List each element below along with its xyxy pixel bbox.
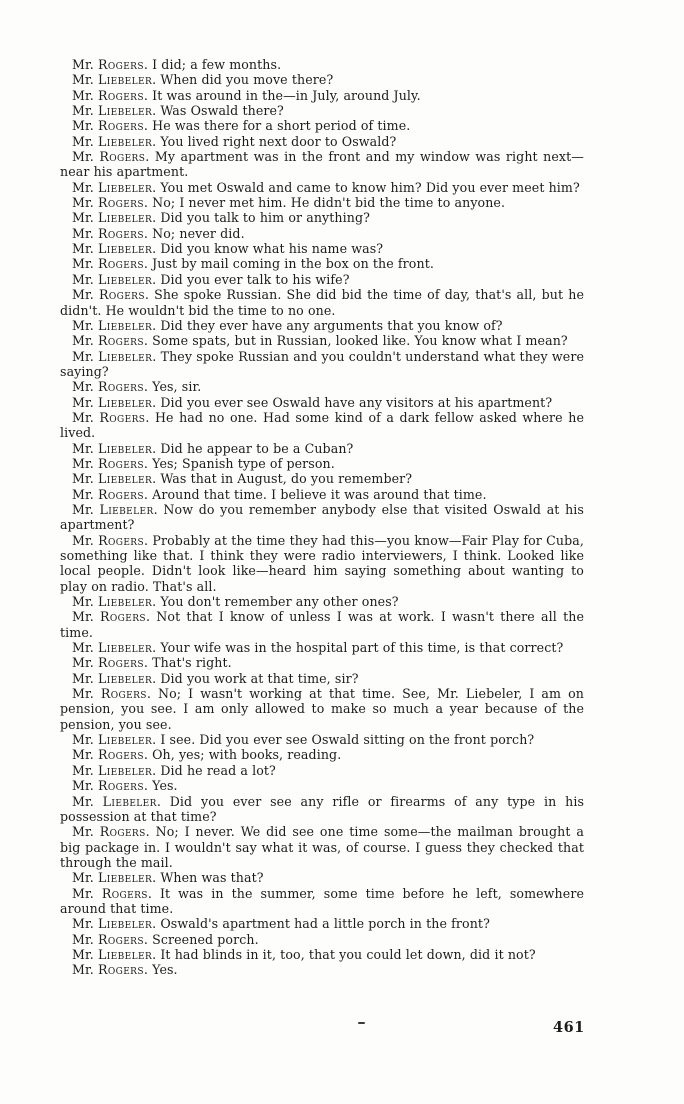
speaker-prefix: Mr. <box>72 317 98 333</box>
speaker-label <box>72 210 152 225</box>
speaker-prefix: Mr. <box>72 72 98 88</box>
speaker-name: Liebeler <box>97 241 153 257</box>
speaker-prefix: Mr. <box>72 686 101 702</box>
transcript-entry: Mr. Liebeler. It had blinds in it, too, that you could let down, did it not? <box>72 946 536 962</box>
speaker-name: Liebeler <box>97 271 153 287</box>
speaker-prefix: Mr. <box>72 241 98 257</box>
speaker-name: Rogers <box>98 532 145 548</box>
transcript-entry: Mr. Liebeler. Was that in August, do you remember? <box>72 471 413 487</box>
speaker-label <box>72 57 144 72</box>
speaker-label <box>72 870 152 885</box>
print-artifact-dash <box>358 1022 365 1024</box>
speech-text: Now do you remember anybody else that visited Oswald at his apartment? <box>60 501 584 533</box>
speaker-name: Liebeler <box>97 440 153 456</box>
speaker-label <box>72 763 152 778</box>
transcript-entry: Mr. Rogers. He was there for a short period of time. <box>72 118 411 134</box>
speaker-name: Rogers <box>97 962 144 978</box>
speaker-prefix: Mr. <box>72 885 102 901</box>
speaker-prefix: Mr. <box>72 670 98 686</box>
speaker-name: Liebeler <box>98 348 153 364</box>
speech-text: My apartment was in the front and my window was right next—near his apartment. <box>60 149 584 180</box>
speaker-name: Rogers <box>97 931 144 947</box>
speaker-prefix: Mr. <box>72 609 101 625</box>
transcript-entry: Mr. Rogers. I did; a few months. <box>72 57 282 72</box>
speaker-name: Liebeler <box>99 501 154 517</box>
speaker-name: Liebeler <box>97 870 153 886</box>
transcript-entry: Mr. Rogers. It was in the summer, some time before he left, somewhere around that time. <box>60 885 584 916</box>
speaker-prefix: Mr. <box>72 133 98 149</box>
speaker-prefix: Mr. <box>72 870 98 886</box>
speaker-label <box>72 410 145 425</box>
speech-text: Some spats, but in Russian, looked like. You know what I mean? <box>152 333 568 349</box>
speech-text: Did you ever see any rifle or firearms of any type in his possession at that time? <box>60 793 585 824</box>
speaker-name: Rogers <box>97 486 144 502</box>
speaker-label <box>72 226 144 241</box>
speaker-label <box>72 655 144 670</box>
transcript-entry: Mr. Liebeler. Did you talk to him or anything? <box>72 210 370 226</box>
speech-text: Not that I know of unless I was at work. I wasn't there all the time. <box>60 609 585 640</box>
speaker-label <box>72 318 152 333</box>
speaker-label <box>72 747 144 762</box>
page-number: 461 <box>553 1019 585 1036</box>
speech-text: You met Oswald and came to know him? Did you ever meet him? <box>160 179 580 195</box>
speaker-prefix: Mr. <box>72 287 99 303</box>
speaker-name: Rogers <box>97 256 144 272</box>
speaker-name: Liebeler <box>97 133 153 149</box>
speaker-label <box>72 149 145 164</box>
speech-text: I did; a few months. <box>152 57 282 72</box>
speaker-prefix: Mr. <box>72 394 98 410</box>
speaker-prefix: Mr. <box>72 149 100 165</box>
transcript-entry: Mr. Rogers. Yes, sir. <box>72 379 202 395</box>
speech-text: Yes. <box>152 962 178 978</box>
speaker-prefix: Mr. <box>72 195 98 211</box>
speaker-prefix: Mr. <box>72 271 98 287</box>
transcript-entry: Mr. Rogers. Probably at the time they had this—you know—Fair Play for Cuba, something like that. I think they were radio interviewers, I think. Looked like local people. Didn't look like—heard him saying something about wanting to play on radio. That's all. <box>60 532 584 594</box>
speaker-prefix: Mr. <box>72 455 98 471</box>
speaker-prefix: Mr. <box>72 379 98 395</box>
speaker-prefix: Mr. <box>72 440 98 456</box>
speaker-prefix: Mr. <box>72 57 98 72</box>
speaker-name: Liebeler <box>97 317 153 333</box>
speech-text: Did they ever have any arguments that you know of? <box>160 317 503 333</box>
speaker-name: Liebeler <box>97 670 153 686</box>
speaker-name: Liebeler <box>97 946 153 962</box>
speaker-name: Rogers <box>97 118 144 134</box>
speaker-name: Rogers <box>99 824 146 840</box>
transcript-entry: Mr. Liebeler. Did you ever talk to his wife? <box>72 271 350 287</box>
transcript-entry: Mr. Rogers. Oh, yes; with books, reading. <box>72 747 342 763</box>
speaker-label <box>72 333 144 348</box>
speaker-label <box>72 502 154 517</box>
speech-text: Yes, sir. <box>152 379 202 395</box>
transcript-entry: Mr. Rogers. Yes. <box>72 962 178 978</box>
transcript-entry: Mr. Rogers. Screened porch. <box>72 931 259 947</box>
speaker-prefix: Mr. <box>72 778 98 794</box>
speech-text: Did he read a lot? <box>160 762 276 778</box>
speaker-label <box>72 134 152 149</box>
transcript-entry: Mr. Rogers. It was around in the—in July, around July. <box>72 87 421 103</box>
speaker-name: Liebeler <box>97 732 153 748</box>
speaker-prefix: Mr. <box>72 916 98 932</box>
transcript-entry: Mr. Liebeler. Did they ever have any arguments that you know of? <box>72 317 503 333</box>
speech-text: Yes. <box>152 778 178 794</box>
transcript-entry: Mr. Rogers. No; I wasn't working at that time. See, Mr. Liebeler, I am on pension, you see. I am only allowed to make so much a year because of the pension, you see. <box>60 686 584 732</box>
speech-text: You don't remember any other ones? <box>160 594 399 610</box>
speaker-prefix: Mr. <box>72 594 98 610</box>
transcript-entry: Mr. Rogers. My apartment was in the front and my window was right next—near his apartment. <box>60 149 584 180</box>
transcript-entry: Mr. Liebeler. Did you work at that time, sir? <box>72 670 359 686</box>
speech-text: No; I never. We did see one time some—the mailman brought a big package in. I wouldn't say what it was, of course. I guess they checked that through the mail. <box>60 824 584 870</box>
speaker-label <box>72 256 144 271</box>
transcript-entry: Mr. Rogers. No; I never met him. He didn't bid the time to anyone. <box>72 195 506 211</box>
transcript-entry: Mr. Liebeler. Did he read a lot? <box>72 762 276 778</box>
speaker-prefix: Mr. <box>72 501 100 517</box>
speaker-label <box>72 962 144 977</box>
speaker-name: Rogers <box>97 747 144 763</box>
speaker-label <box>72 824 146 839</box>
transcript-entry: Mr. Liebeler. Was Oswald there? <box>72 103 284 119</box>
speaker-prefix: Mr. <box>72 210 98 226</box>
speaker-label <box>72 456 144 471</box>
transcript-entry: Mr. Liebeler. Oswald's apartment had a little porch in the front? <box>72 916 490 932</box>
speaker-name: Liebeler <box>97 916 153 932</box>
speech-text: No; I never met him. He didn't bid the time to anyone. <box>152 195 506 211</box>
transcript-entry: Mr. Liebeler. When did you move there? <box>72 72 334 88</box>
speech-text: They spoke Russian and you couldn't understand what they were saying? <box>60 348 585 379</box>
speaker-prefix: Mr. <box>72 747 98 763</box>
speaker-prefix: Mr. <box>72 179 98 195</box>
speech-text: No; I wasn't working at that time. See, Mr. Liebeler, I am on pension, you see. I am only allowed to make so much a year because of the pension, you see. <box>60 686 584 732</box>
speaker-name: Liebeler <box>97 72 153 88</box>
speech-text: Just by mail coming in the box on the front. <box>152 256 434 272</box>
speech-text: You lived right next door to Oswald? <box>160 133 397 149</box>
speaker-label <box>72 686 147 701</box>
speech-text: I see. Did you ever see Oswald sitting on the front porch? <box>160 732 535 748</box>
speaker-label <box>72 118 144 133</box>
speaker-prefix: Mr. <box>72 946 98 962</box>
speaker-label <box>72 72 152 87</box>
speaker-name: Liebeler <box>97 640 153 656</box>
speech-text: Did you ever talk to his wife? <box>160 271 350 287</box>
speaker-name: Rogers <box>97 195 144 211</box>
transcript-entry: Mr. Liebeler. I see. Did you ever see Oswald sitting on the front porch? <box>72 732 535 748</box>
speaker-name: Rogers <box>101 885 148 901</box>
speaker-label <box>72 594 152 609</box>
transcript-entry: Mr. Liebeler. Your wife was in the hospital part of this time, is that correct? <box>72 640 564 656</box>
speaker-name: Rogers <box>97 655 144 671</box>
speaker-label <box>72 272 152 287</box>
speaker-prefix: Mr. <box>72 118 98 134</box>
speech-text: Oh, yes; with books, reading. <box>152 747 342 763</box>
speaker-label <box>72 88 144 103</box>
speaker-prefix: Mr. <box>72 532 99 548</box>
speech-text: Did you ever see Oswald have any visitors at his apartment? <box>160 394 553 410</box>
speaker-label <box>72 533 144 548</box>
speaker-label <box>72 287 145 302</box>
speaker-label <box>72 932 144 947</box>
speaker-name: Liebeler <box>97 394 153 410</box>
speech-text: Around that time. I believe it was around that time. <box>152 486 487 502</box>
speaker-name: Liebeler <box>102 793 157 809</box>
speaker-prefix: Mr. <box>72 225 98 241</box>
speaker-label <box>72 640 152 655</box>
speaker-name: Rogers <box>97 379 144 395</box>
speaker-name: Rogers <box>99 409 146 425</box>
speaker-name: Liebeler <box>97 103 153 119</box>
speaker-prefix: Mr. <box>72 962 98 978</box>
speech-text: It was around in the—in July, around July. <box>152 87 421 103</box>
speaker-label <box>72 180 152 195</box>
transcript-entry: Mr. Liebeler. Did you ever see Oswald have any visitors at his apartment? <box>72 394 553 410</box>
transcript-entry: Mr. Liebeler. Did you know what his name was? <box>72 241 384 257</box>
speaker-label <box>72 195 144 210</box>
speaker-name: Liebeler <box>97 210 153 226</box>
transcript-entry: Mr. Rogers. Just by mail coming in the box on the front. <box>72 256 434 272</box>
speaker-prefix: Mr. <box>72 655 98 671</box>
transcript-entry: Mr. Rogers. She spoke Russian. She did bid the time of day, that's all, but he didn't. He wouldn't bid the time to no one. <box>60 287 585 318</box>
speaker-name: Rogers <box>97 87 144 103</box>
speaker-prefix: Mr. <box>72 931 98 947</box>
transcript-entry: Mr. Liebeler. You met Oswald and came to know him? Did you ever meet him? <box>72 179 580 195</box>
speech-text: It was in the summer, some time before he left, somewhere around that time. <box>60 885 584 916</box>
speech-text: Did he appear to be a Cuban? <box>160 440 354 456</box>
speech-text: No; never did. <box>152 225 245 241</box>
speaker-label <box>72 349 152 364</box>
speech-text: Did you work at that time, sir? <box>160 670 359 686</box>
speaker-label <box>72 441 152 456</box>
speech-text: Yes; Spanish type of person. <box>152 455 335 471</box>
speaker-prefix: Mr. <box>72 793 103 809</box>
speaker-name: Rogers <box>97 333 144 349</box>
speaker-label <box>72 471 152 486</box>
speaker-name: Rogers <box>97 57 144 72</box>
speaker-name: Liebeler <box>97 594 153 610</box>
speaker-name: Liebeler <box>97 762 153 778</box>
transcript <box>60 57 584 978</box>
speaker-label <box>72 671 152 686</box>
transcript-entry: Mr. Liebeler. Now do you remember anybody else that visited Oswald at his apartment? <box>60 501 584 533</box>
transcript-entry: Mr. Rogers. Not that I know of unless I was at work. I wasn't there all the time. <box>60 609 585 640</box>
transcript-entry: Mr. Liebeler. Did you ever see any rifle or firearms of any type in his possession at that time? <box>60 793 585 824</box>
transcript-entry: Mr. Rogers. No; I never. We did see one time some—the mailman brought a big package in. I wouldn't say what it was, of course. I guess they checked that through the mail. <box>60 824 584 870</box>
speech-text: It had blinds in it, too, that you could let down, did it not? <box>160 946 536 962</box>
speaker-label <box>72 379 144 394</box>
transcript-entry: Mr. Rogers. No; never did. <box>72 225 245 241</box>
speech-text: She spoke Russian. She did bid the time of day, that's all, but he didn't. He wouldn't bid the time to no one. <box>60 287 585 318</box>
speaker-prefix: Mr. <box>72 486 98 502</box>
speech-text: Screened porch. <box>152 931 259 947</box>
transcript-entry: Mr. Liebeler. They spoke Russian and you couldn't understand what they were saying? <box>60 348 585 379</box>
transcript-entry: Mr. Liebeler. You lived right next door to Oswald? <box>72 133 397 149</box>
speaker-prefix: Mr. <box>72 762 98 778</box>
speaker-prefix: Mr. <box>72 103 98 119</box>
speaker-label <box>72 947 152 962</box>
speaker-label <box>72 778 144 793</box>
speaker-label <box>72 916 152 931</box>
transcript-entry: Mr. Liebeler. You don't remember any other ones? <box>72 594 399 610</box>
speaker-prefix: Mr. <box>72 732 98 748</box>
speech-text: Was that in August, do you remember? <box>160 471 413 487</box>
speaker-name: Rogers <box>97 778 144 794</box>
transcript-entry: Mr. Rogers. Around that time. I believe it was around that time. <box>72 486 487 502</box>
transcript-entry: Mr. Rogers. Yes. <box>72 778 178 794</box>
speaker-prefix: Mr. <box>72 333 98 349</box>
speaker-name: Rogers <box>97 225 144 241</box>
speech-text: Your wife was in the hospital part of this time, is that correct? <box>160 640 564 656</box>
speaker-label <box>72 886 148 901</box>
speech-text: That's right. <box>152 655 232 671</box>
speaker-name: Rogers <box>100 686 147 702</box>
speaker-name: Liebeler <box>97 179 153 195</box>
speaker-name: Liebeler <box>97 471 153 487</box>
speaker-prefix: Mr. <box>72 471 98 487</box>
speaker-prefix: Mr. <box>72 640 98 656</box>
speaker-name: Rogers <box>99 149 146 165</box>
speaker-label <box>72 794 157 809</box>
transcript-entry: Mr. Liebeler. When was that? <box>72 870 264 886</box>
transcript-entry: Mr. Rogers. Some spats, but in Russian, looked like. You know what I mean? <box>72 333 568 349</box>
speech-text: Oswald's apartment had a little porch in the front? <box>160 916 490 932</box>
speaker-prefix: Mr. <box>72 256 98 272</box>
speaker-label <box>72 241 152 256</box>
speech-text: Did you know what his name was? <box>160 241 384 257</box>
speech-text: When did you move there? <box>160 72 334 88</box>
transcript-entry: Mr. Liebeler. Did he appear to be a Cuban? <box>72 440 354 456</box>
transcript-entry: Mr. Rogers. Yes; Spanish type of person. <box>72 455 335 471</box>
speaker-prefix: Mr. <box>72 409 100 425</box>
speaker-prefix: Mr. <box>72 87 98 103</box>
speaker-prefix: Mr. <box>72 824 100 840</box>
speaker-name: Rogers <box>98 287 145 303</box>
speaker-prefix: Mr. <box>72 348 99 364</box>
speech-text: He had no one. Had some kind of a dark fellow asked where he lived. <box>60 409 585 441</box>
transcript-entry: Mr. Rogers. That's right. <box>72 655 232 671</box>
speech-text: Did you talk to him or anything? <box>160 210 370 226</box>
speech-text: Probably at the time they had this—you know—Fair Play for Cuba, something like that. I think they were radio interviewers, I think. Looked like local people. Didn't look like—heard him saying something about wanting to play on radio. That's all. <box>60 532 584 594</box>
speech-text: Was Oswald there? <box>160 103 284 119</box>
speaker-name: Rogers <box>100 609 146 625</box>
speaker-label <box>72 103 152 118</box>
speaker-label <box>72 487 144 502</box>
speaker-label <box>72 609 146 624</box>
transcript-entry: Mr. Rogers. He had no one. Had some kind of a dark fellow asked where he lived. <box>60 409 585 441</box>
speaker-label <box>72 732 152 747</box>
speaker-label <box>72 395 152 410</box>
speaker-name: Rogers <box>97 455 144 471</box>
speech-text: When was that? <box>160 870 264 886</box>
speech-text: He was there for a short period of time. <box>152 118 411 134</box>
